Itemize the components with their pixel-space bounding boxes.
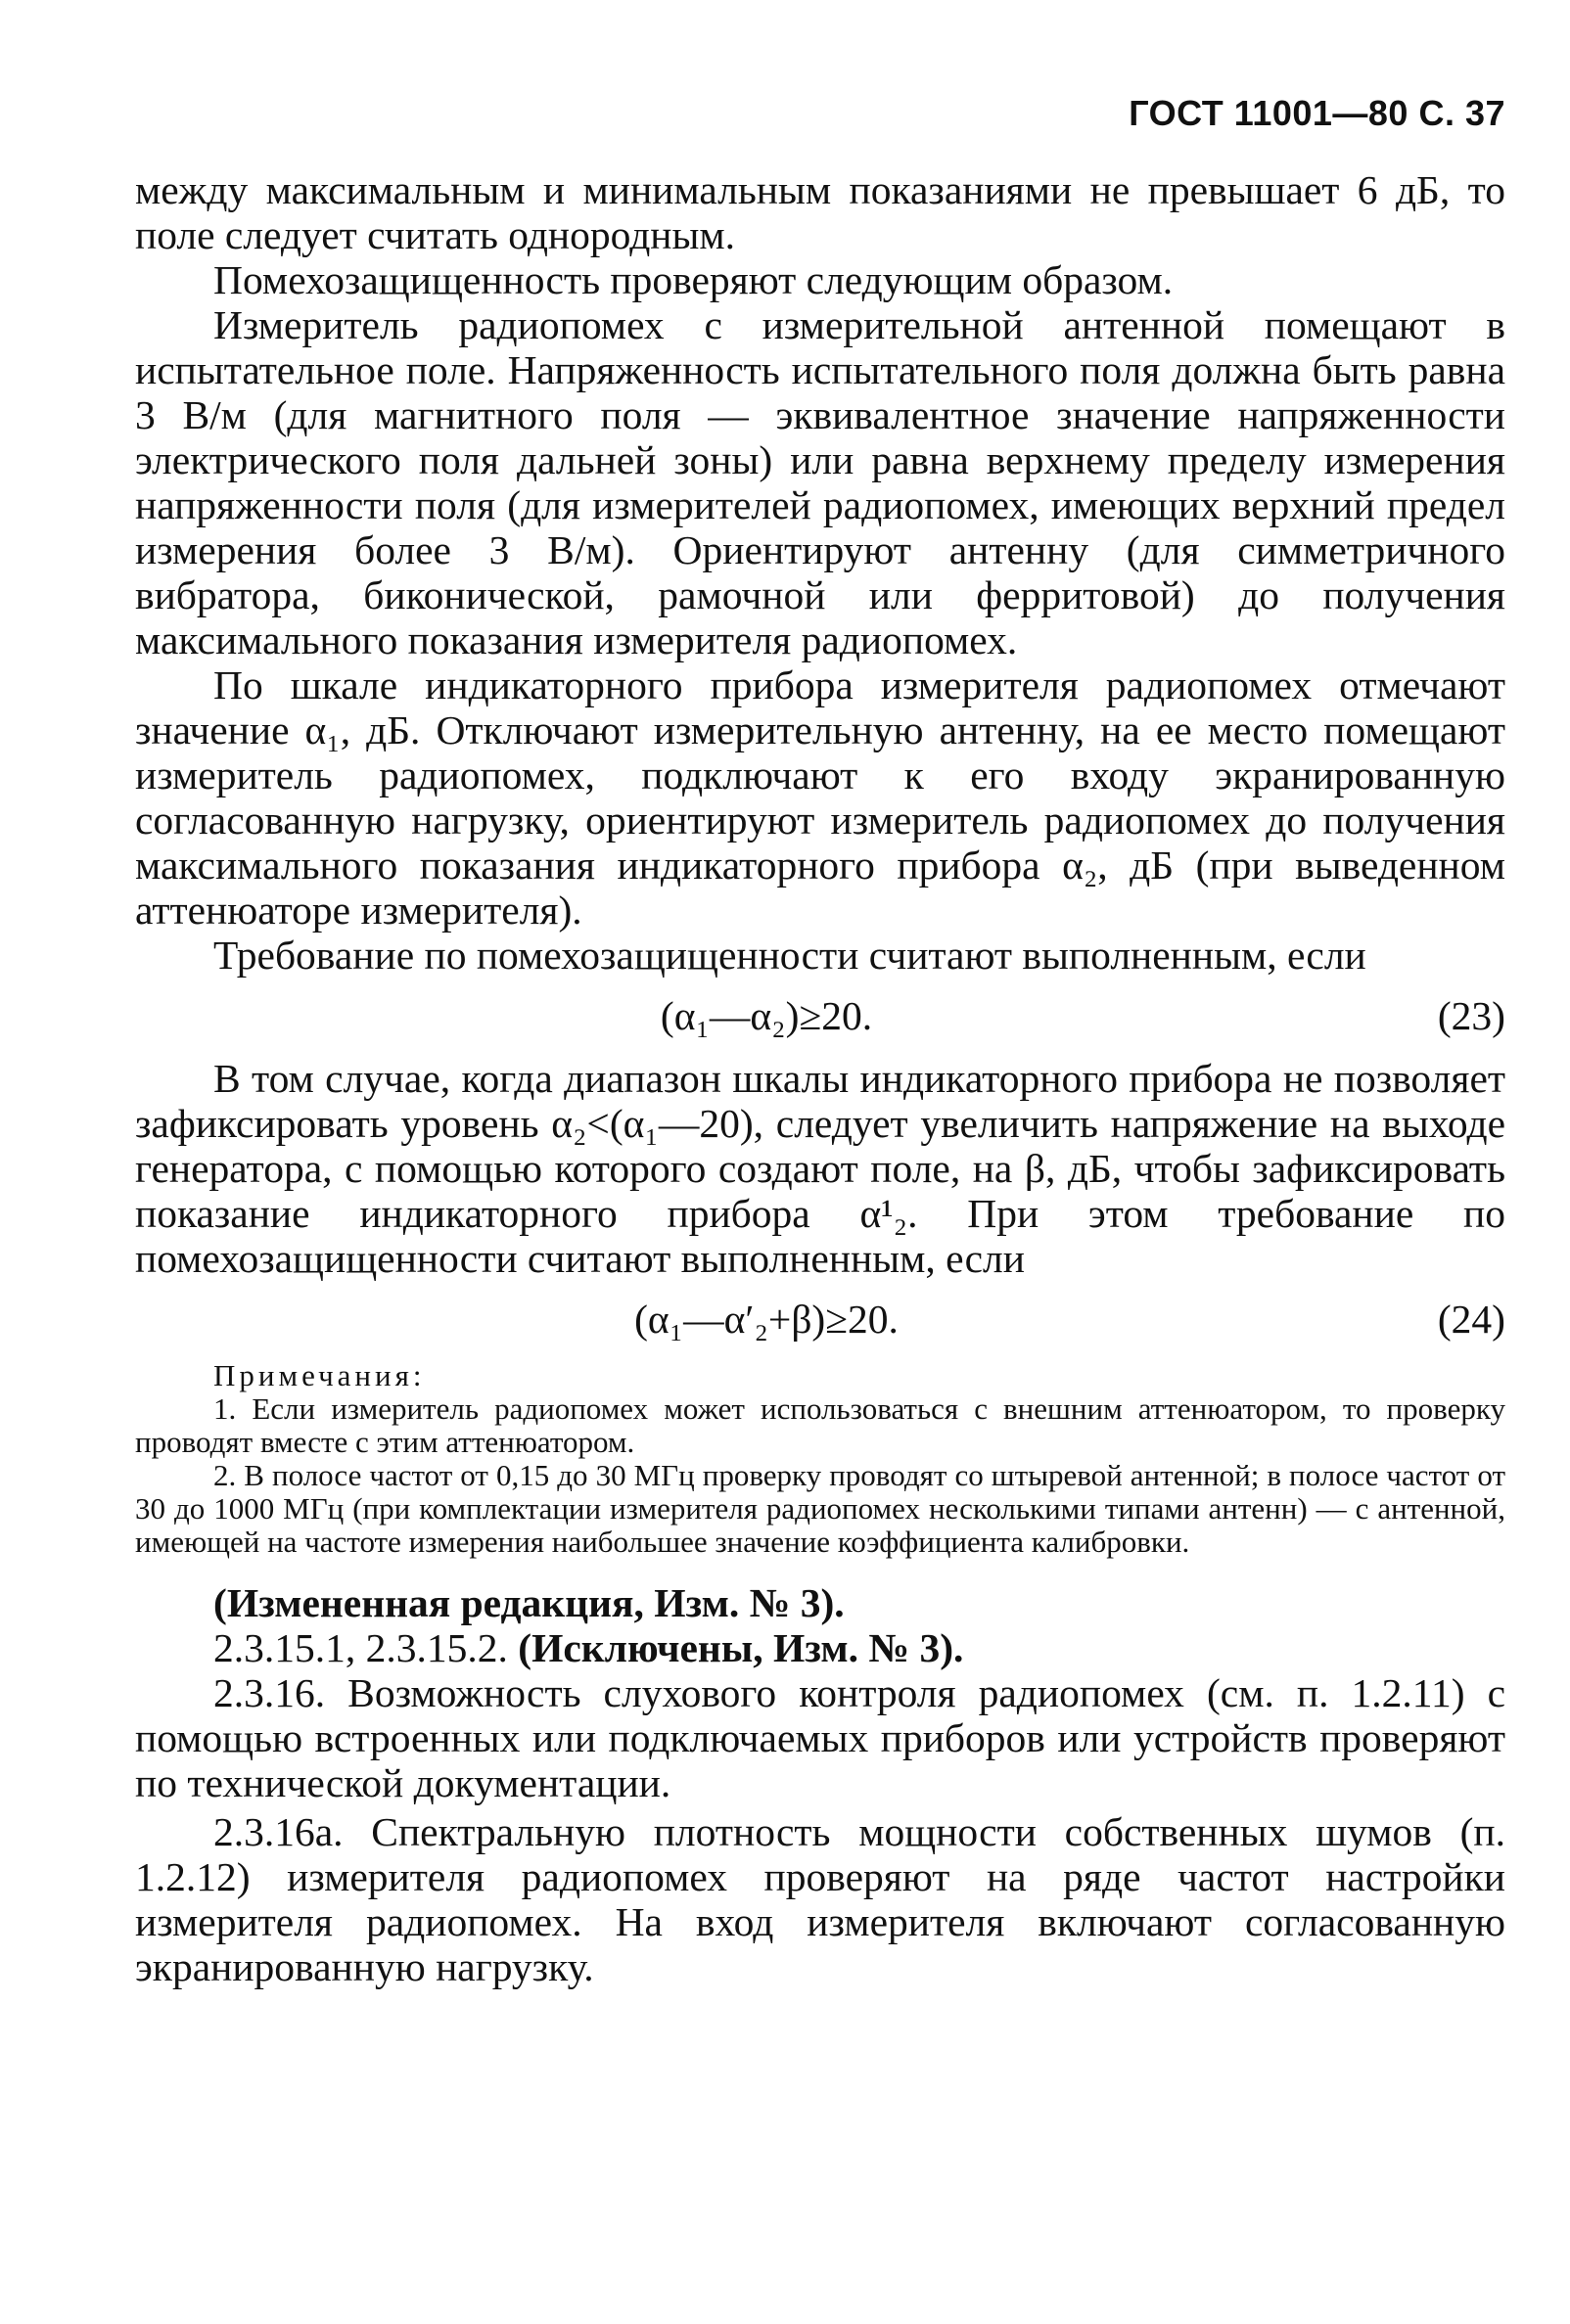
change-note-2-text: (Исключены, Изм. № 3). <box>518 1625 964 1670</box>
note-1: 1. Если измеритель радиопомех может использоваться с внешним аттенюатором, то проверку проводят вместе с этим аттенюатором. <box>135 1391 1505 1459</box>
paragraph-alternative: В том случае, когда диапазон шкалы индикаторного прибора не позволяет зафиксировать уровень α₂<(α₁—20), следует увеличить напряжение на выходе генератора, с помощью которого создают поле, на β, дБ, чтобы зафиксировать показание индикаторного прибора α¹₂. При этом требование по помехозащищенности считают выполненным, если <box>135 1056 1505 1281</box>
paragraph-requirement: Требование по помехозащищенности считают выполненным, если <box>213 933 1366 978</box>
change-note-2 <box>135 1625 1505 1670</box>
section-2-3-16: 2.3.16. Возможность слухового контроля радиопомех (см. п. 1.2.11) с помощью встроенных или подключаемых приборов или устройств проверяют по технической документации. <box>135 1670 1505 1805</box>
formula-24-number: (24) <box>1437 1297 1505 1342</box>
paragraph-measurement: По шкале индикаторного прибора измерителя радиопомех отмечают значение α₁, дБ. Отключают измерительную антенну, на ее место помещают измеритель радиопомех, подключают к его входу экранированную согласованную нагрузку, ориентируют измеритель радиопомех до получения максимального показания индикаторного прибора α₂, дБ (при выведенном аттенюаторе измерителя). <box>135 662 1505 933</box>
document-page <box>135 93 1505 1989</box>
paragraph-procedure: Измеритель радиопомех с измерительной антенной помещают в испытательное поле. Напряженность испытательного поля должна быть равна 3 В/м (для магнитного поля — эквивалентное значение напряженности электрического поля дальней зоны) или равна верхнему пределу измерения напряженности поля (для измерителей радиопомех, имеющих верхний предел измерения более 3 В/м). Ориентируют антенну (для симметричного вибратора, биконической, рамочной или ферритовой) до получения максимального показания измерителя радиопомех. <box>135 302 1505 662</box>
paragraph-intro: Помехозащищенность проверяют следующим образом. <box>213 257 1174 302</box>
formula-24-expression: (α₁—α′₂+β)≥20. <box>634 1297 899 1342</box>
formula-24 <box>135 1297 1505 1342</box>
paragraph-continuation: между максимальным и минимальным показаниями не превышает 6 дБ, то поле следует считать однородным. <box>135 167 1505 257</box>
section-2-3-16a: 2.3.16а. Спектральную плотность мощности собственных шумов (п. 1.2.12) измерителя радиопомех проверяют на ряде частот настройки измерителя радиопомех. На вход измерителя включают согласованную экранированную нагрузку. <box>135 1809 1505 1989</box>
notes-block <box>135 1359 1505 1559</box>
formula-23-number: (23) <box>1437 993 1505 1038</box>
note-2: 2. В полосе частот от 0,15 до 30 МГц проверку проводят со штыревой антенной; в полосе частот от 30 до 1000 МГц (при комплектации измерителя радиопомех несколькими типами антенн) — с антенной, имеющей на частоте измерения наибольшее значение коэффициента калибровки. <box>135 1458 1505 1559</box>
change-note-1: (Измененная редакция, Изм. № 3). <box>213 1580 845 1625</box>
page-header: ГОСТ 11001—80 С. 37 <box>1129 93 1505 133</box>
formula-23-expression: (α₁—α₂)≥20. <box>660 993 873 1038</box>
change-note-2-number: 2.3.15.1, 2.3.15.2. <box>213 1625 508 1670</box>
notes-title: Примечания: <box>213 1358 426 1392</box>
formula-23 <box>135 993 1505 1038</box>
